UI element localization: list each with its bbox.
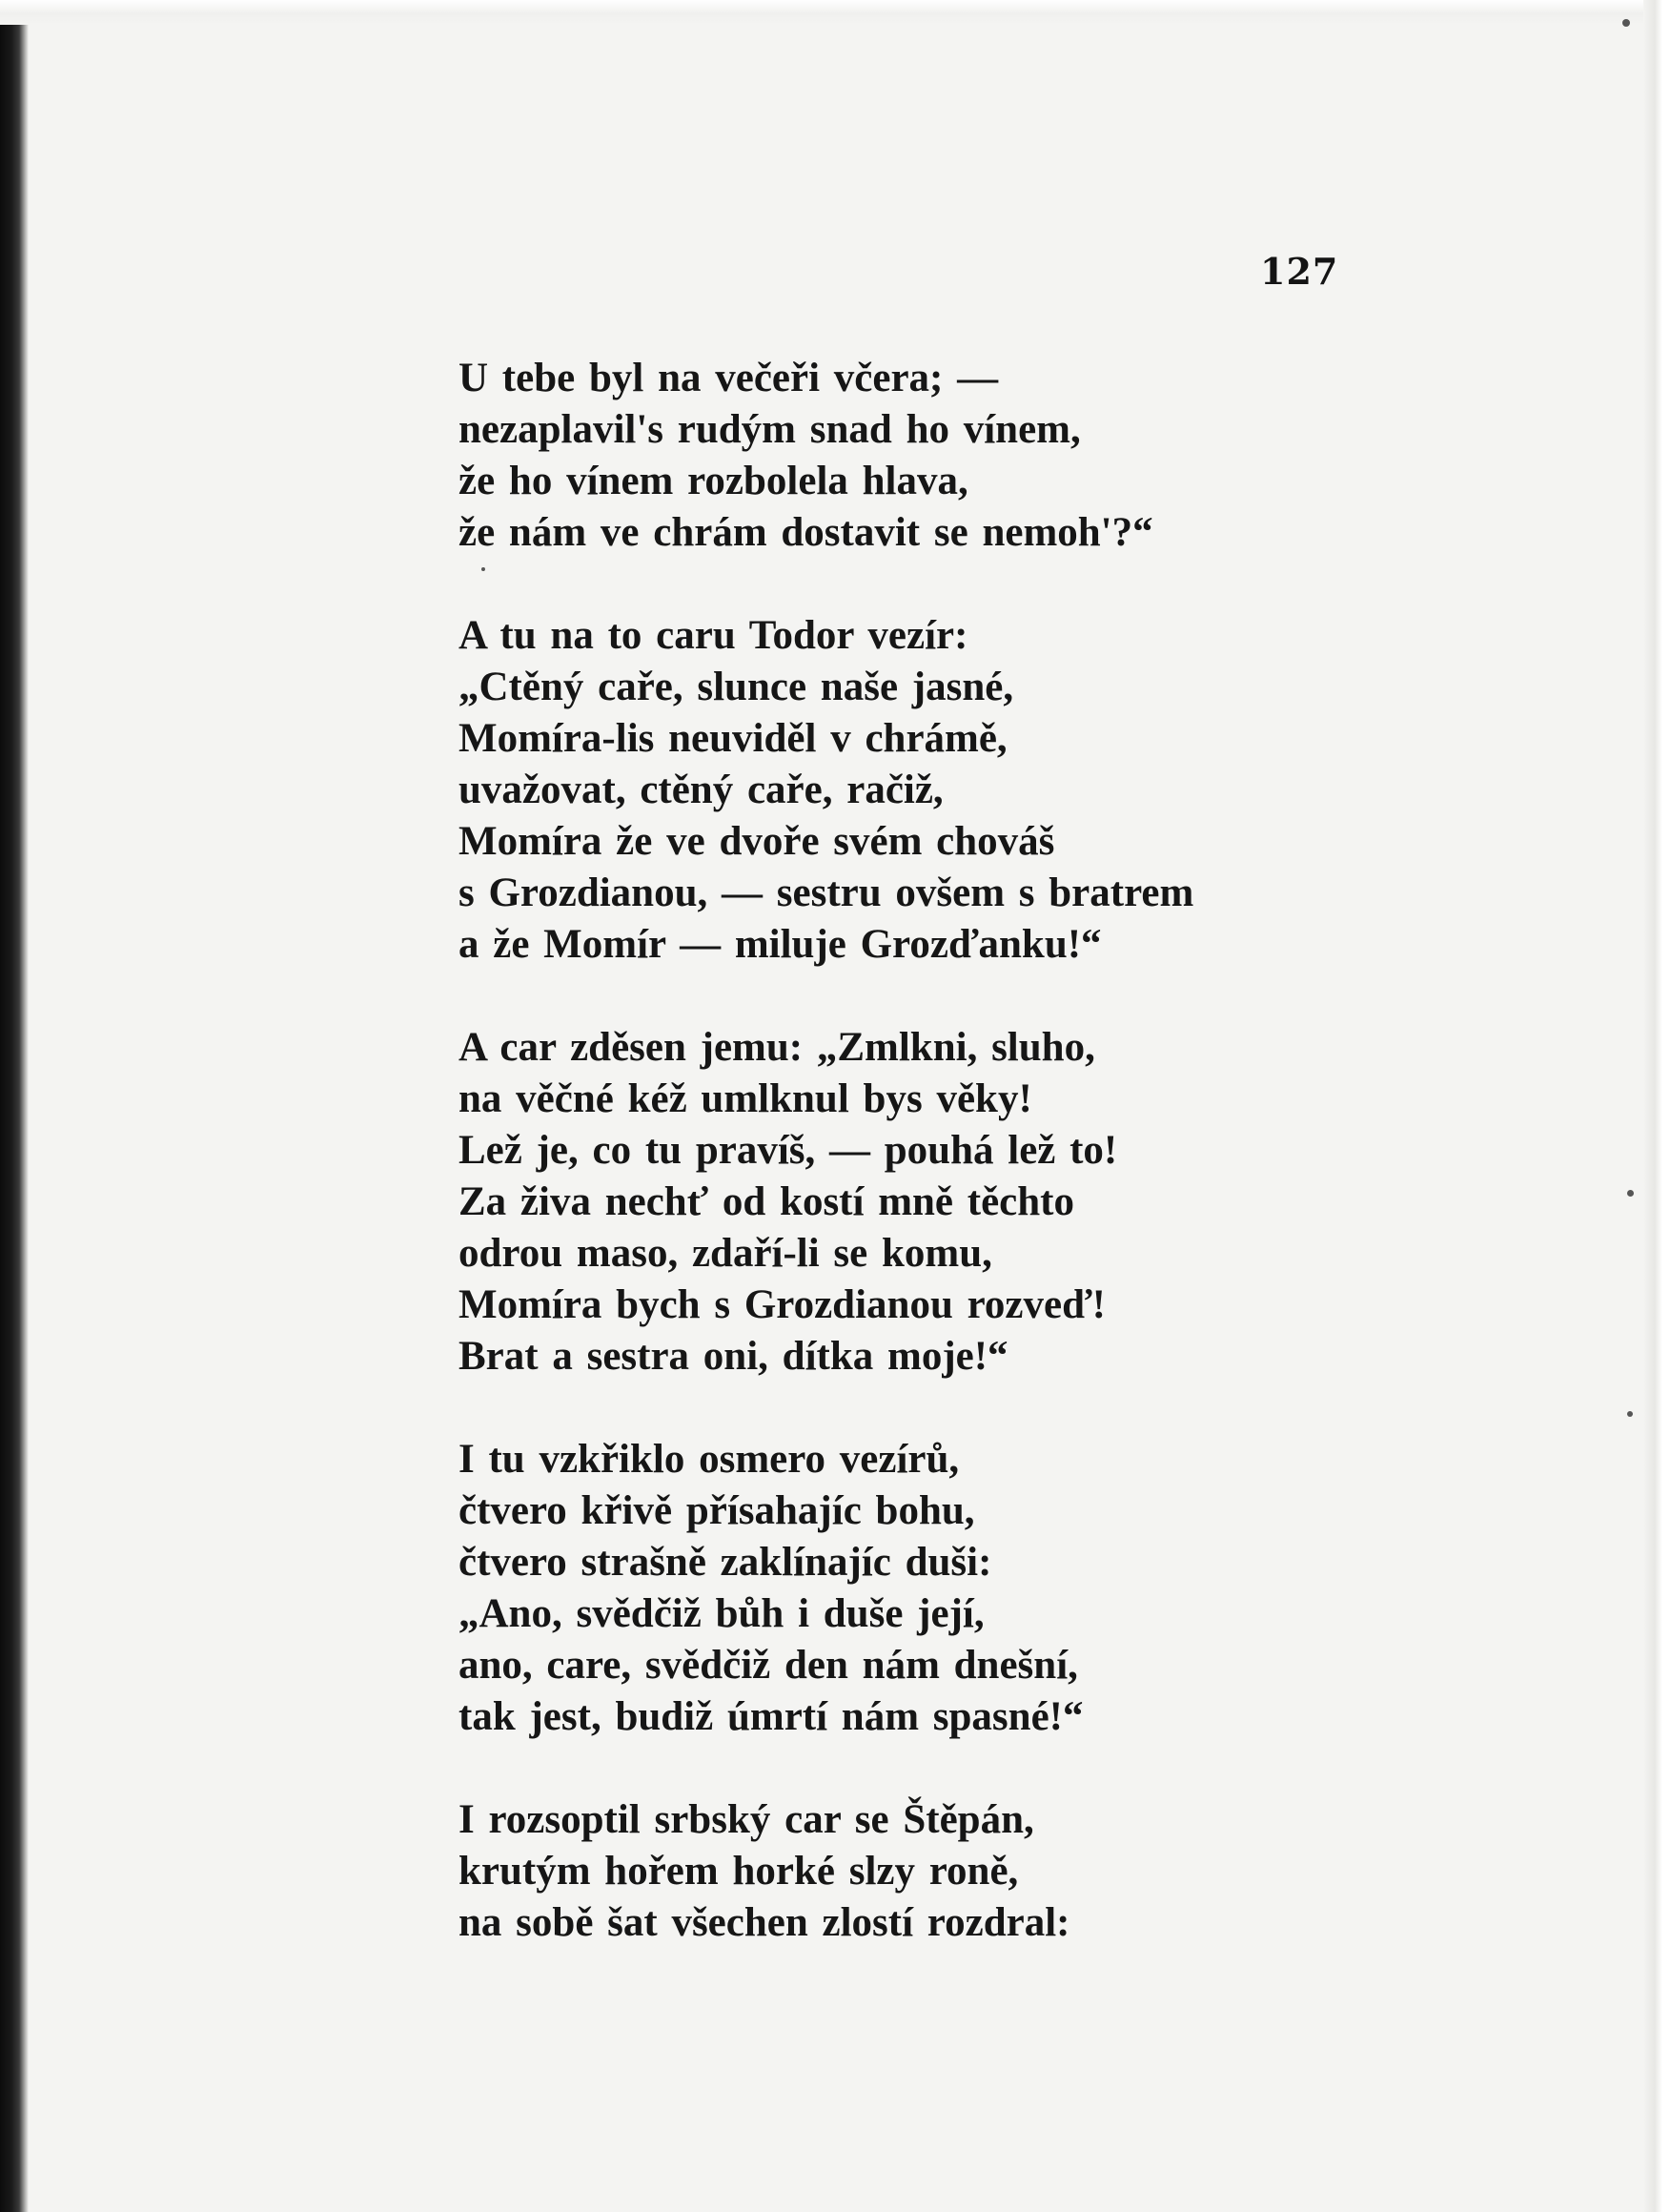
verse-line: U tebe byl na večeři včera; —	[458, 356, 999, 400]
verse-line: čtvero křivě přísahajíc bohu,	[458, 1488, 975, 1533]
scan-speck	[1627, 1411, 1633, 1417]
verse-line: odrou maso, zdaří-li se komu,	[458, 1231, 992, 1276]
stanza	[458, 353, 1507, 559]
stanza	[458, 1794, 1507, 1949]
stanza	[458, 1022, 1507, 1382]
binding-edge	[0, 0, 29, 2212]
verse-line: na sobě šat všechen zlostí rozdral:	[458, 1900, 1070, 1945]
verse-line: Brat a sestra oni, dítka moje!“	[458, 1334, 1008, 1379]
verse-line: že ho vínem rozbolela hlava,	[458, 459, 968, 503]
verse-line: Momíra bych s Grozdianou rozveď!	[458, 1282, 1106, 1327]
verse-line: krutým hořem horké slzy roně,	[458, 1849, 1019, 1894]
verse-line: tak jest, budiž úmrtí nám spasné!“	[458, 1694, 1084, 1739]
verse-line: I tu vzkřiklo osmero vezírů,	[458, 1437, 960, 1482]
verse-line: uvažovat, ctěný caře, račiž,	[458, 768, 944, 812]
stanza	[458, 610, 1507, 971]
verse-line: A tu na to caru Todor vezír:	[458, 613, 968, 658]
verse-line: a že Momír — miluje Grozďanku!“	[458, 922, 1102, 967]
page-right-edge	[1643, 0, 1670, 2212]
verse-line: I rozsoptil srbský car se Štěpán,	[458, 1797, 1034, 1842]
verse-line: Momíra-lis neuviděl v chrámě,	[458, 716, 1008, 761]
verse-line: „Ano, svědčiž bůh i duše její,	[458, 1591, 985, 1636]
verse-line: A car zděsen jemu: „Zmlkni, sluho,	[458, 1025, 1095, 1070]
verse-line: „Ctěný caře, slunce naše jasné,	[458, 665, 1014, 709]
verse-line: čtvero strašně zaklínajíc duši:	[458, 1540, 992, 1585]
verse-line: nezaplavil's rudým snad ho vínem,	[458, 407, 1081, 452]
scan-speck	[1627, 1190, 1634, 1197]
verse-line: ano, care, svědčiž den nám dnešní,	[458, 1643, 1078, 1688]
poem-text	[458, 353, 1507, 2000]
stanza	[458, 1434, 1507, 1743]
page-top-edge	[0, 0, 1670, 25]
verse-line: s Grozdianou, — sestru ovšem s bratrem	[458, 870, 1194, 915]
verse-line: Momíra že ve dvoře svém chováš	[458, 819, 1055, 864]
verse-line: Za živa nechť od kostí mně těchto	[458, 1179, 1074, 1224]
page-number: 127	[1260, 250, 1339, 293]
verse-line: že nám ve chrám dostavit se nemoh'?“	[458, 510, 1153, 555]
verse-line: na věčné kéž umlknul bys věky!	[458, 1076, 1032, 1121]
verse-line: Lež je, co tu pravíš, — pouhá lež to!	[458, 1128, 1118, 1173]
scan-speck	[1622, 19, 1630, 27]
